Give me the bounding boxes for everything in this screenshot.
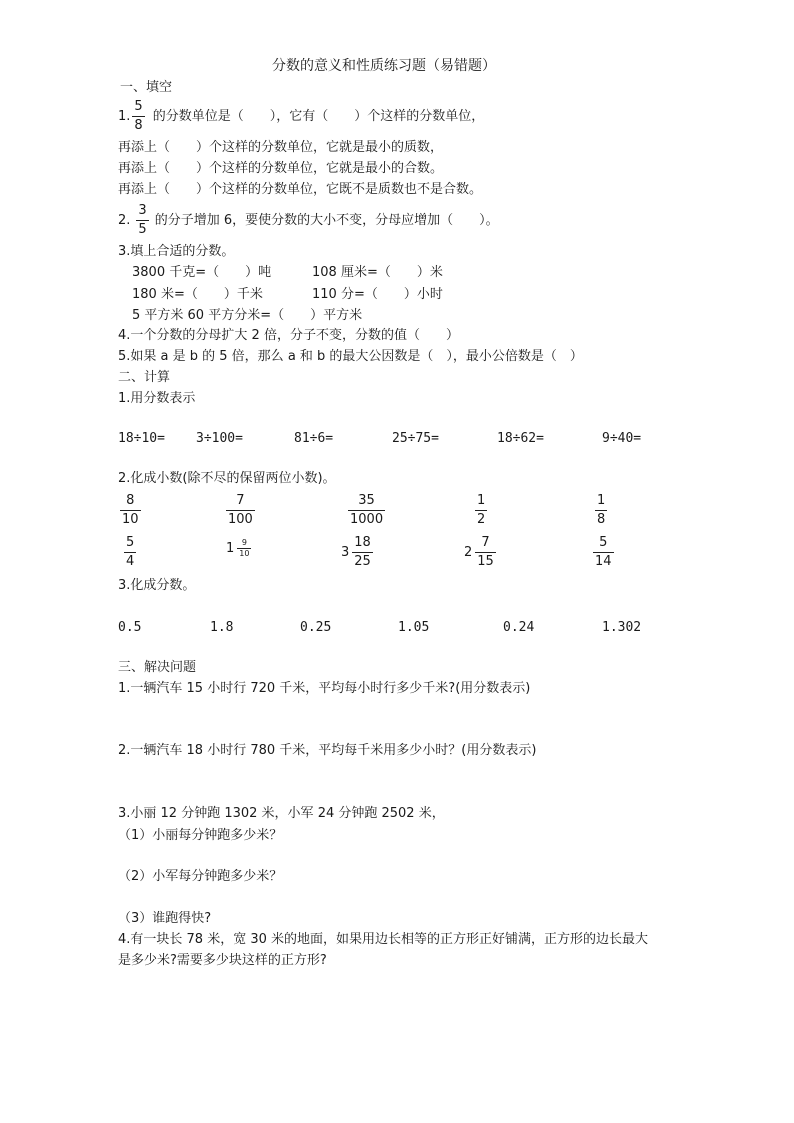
decimal-item: 1.05	[398, 620, 430, 635]
numerator: 1	[477, 493, 486, 508]
fraction-item	[473, 492, 489, 529]
q1-text: 的分数单位是（ ），它有（ ）个这样的分数单位，	[152, 108, 485, 124]
fraction-item	[122, 534, 138, 571]
decimal-item: 0.25	[300, 620, 332, 635]
page-title: 分数的意义和性质练习题（易错题）	[272, 58, 496, 74]
numerator: 5	[599, 535, 608, 550]
whole-part: 3	[341, 544, 350, 560]
denominator: 2	[477, 512, 486, 527]
q1-line-4: 再添上（ ）个这样的分数单位，它既不是质数也不是合数。	[118, 182, 483, 197]
q4-line: 4.一个分数的分母扩大 2 倍，分子不变，分数的值（ ）	[118, 328, 459, 343]
q2-line	[118, 202, 499, 239]
denominator: 5	[138, 222, 147, 237]
fraction-item	[593, 492, 609, 529]
problem-3: 3.小丽 12 分钟跑 1302 米，小军 24 分钟跑 2502 米，	[118, 806, 445, 821]
denominator: 1000	[350, 512, 384, 527]
denominator: 14	[595, 554, 612, 569]
q3-heading: 3.填上合适的分数。	[118, 244, 235, 259]
numerator: 35	[358, 493, 375, 508]
division-item: 18÷10=	[118, 431, 165, 446]
problem-4-line-2: 是多少米?需要多少块这样的正方形?	[118, 953, 327, 968]
division-item: 25÷75=	[392, 431, 439, 446]
q1-line-3: 再添上（ ）个这样的分数单位，它就是最小的合数。	[118, 161, 444, 176]
numerator: 3	[138, 203, 147, 218]
denominator: 4	[126, 554, 135, 569]
numerator: 7	[236, 493, 245, 508]
section-2-heading: 二、计算	[118, 370, 171, 385]
q1-number: 1.	[118, 108, 131, 124]
section-1-heading: 一、填空	[120, 80, 173, 95]
problem-3-part-2: （2）小军每分钟跑多少米？	[118, 869, 283, 884]
division-item: 18÷62=	[497, 431, 544, 446]
fraction-item	[591, 534, 616, 571]
calc-part-2: 2.化成小数(除不尽的保留两位小数)。	[118, 471, 336, 486]
mixed-number	[464, 534, 498, 571]
q3-item-c: 180 米=（ ）千米	[132, 287, 263, 302]
q3-item-e: 5 平方米 60 平方分米=（ ）平方米	[132, 308, 363, 323]
q3-item-d: 110 分=（ ）小时	[312, 287, 443, 302]
problem-1: 1.一辆汽车 15 小时行 720 千米，平均每小时行多少千米?(用分数表示)	[118, 681, 531, 696]
division-item: 81÷6=	[294, 431, 334, 446]
division-item: 3÷100=	[196, 431, 243, 446]
denominator: 25	[354, 554, 371, 569]
decimal-item: 1.8	[210, 620, 234, 635]
numerator: 5	[134, 99, 143, 114]
numerator: 5	[126, 535, 135, 550]
calc-part-1: 1.用分数表示	[118, 391, 196, 406]
whole-part: 2	[464, 544, 473, 560]
problem-4-line-1: 4.有一块长 78 米，宽 30 米的地面，如果用边长相等的正方形正好铺满，正方形的边长最大	[118, 932, 649, 947]
section-3-heading: 三、解决问题	[118, 660, 197, 675]
q2-text: 的分子增加 6，要使分数的大小不变，分母应增加（ ）。	[154, 212, 499, 228]
denominator: 10	[239, 549, 250, 558]
fraction-3-5	[136, 202, 148, 239]
decimal-item: 0.5	[118, 620, 142, 635]
calc-part-3: 3.化成分数。	[118, 578, 196, 593]
q2-number: 2.	[118, 212, 131, 228]
numerator: 1	[597, 493, 606, 508]
fraction-5-8	[132, 98, 144, 135]
numerator: 8	[126, 493, 135, 508]
fraction-item	[118, 492, 143, 529]
problem-3-part-1: （1）小丽每分钟跑多少米？	[118, 828, 283, 843]
denominator: 8	[597, 512, 606, 527]
decimal-item: 1.302	[602, 620, 642, 635]
mixed-number	[341, 534, 375, 571]
whole-part: 1	[226, 540, 235, 556]
mixed-number	[226, 538, 253, 559]
denominator: 8	[134, 118, 143, 133]
q5-line: 5.如果 a 是 b 的 5 倍，那么 a 和 b 的最大公因数是（ ），最小公倍数是（ ）	[118, 349, 583, 364]
denominator: 15	[477, 554, 494, 569]
decimal-item: 0.24	[503, 620, 535, 635]
fraction-item	[346, 492, 387, 529]
problem-2: 2.一辆汽车 18 小时行 780 千米，平均每千米用多少小时？(用分数表示)	[118, 743, 537, 758]
q1-line	[118, 98, 484, 135]
numerator: 18	[354, 535, 371, 550]
denominator: 10	[122, 512, 139, 527]
q1-line-2: 再添上（ ）个这样的分数单位，它就是最小的质数，	[118, 140, 444, 155]
problem-3-part-3: （3）谁跑得快?	[118, 911, 212, 926]
numerator: 9	[241, 538, 247, 547]
numerator: 7	[481, 535, 490, 550]
q3-item-b: 108 厘米=（ ）米	[312, 265, 443, 280]
fraction-item	[224, 492, 257, 529]
denominator: 100	[228, 512, 253, 527]
q3-item-a: 3800 千克=（ ）吨	[132, 265, 272, 280]
division-item: 9÷40=	[602, 431, 642, 446]
